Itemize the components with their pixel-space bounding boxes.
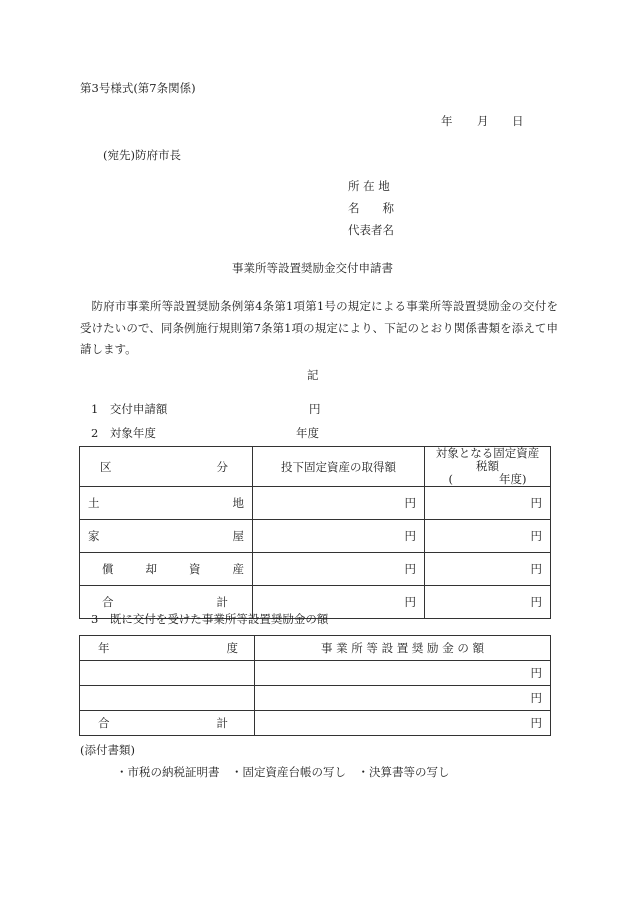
row-amount: 円 (255, 711, 551, 736)
addressee: (宛先)防府市長 (103, 148, 181, 162)
row-char: 土 (88, 496, 100, 510)
row-value-acquisition: 円 (253, 487, 425, 520)
item2-unit: 年度 (296, 426, 319, 440)
past-grant-table (79, 635, 551, 736)
body-text: 防府市事業所等設置奨励条例第4条第1項第1号の規定による事業所等設置奨励金の交付を受けたいので、同条例施行規則第7条第1項の規定により、下記のとおり関係書類を添えて申請します。 (80, 299, 558, 356)
item3-label: 3 既に交付を受けた事業所等設置奨励金の額 (91, 612, 329, 626)
header-year-b: 度 (226, 641, 238, 655)
row-year (80, 661, 255, 686)
row-year (80, 711, 255, 736)
header-tax-line1: 対象となる固定資産税額 (435, 446, 540, 473)
header-category (80, 447, 253, 487)
header-category-a: 区 (100, 459, 112, 474)
row-value-acquisition: 円 (253, 586, 425, 619)
row-category (80, 487, 253, 520)
item2-label: 2 対象年度 (91, 426, 156, 440)
total-char: 合 (98, 716, 110, 730)
date-year: 年 (441, 114, 453, 128)
attachments-list: ・市税の納税証明書 ・固定資産台帳の写し ・決算書等の写し (116, 765, 450, 779)
row-char: 計 (216, 595, 228, 609)
row-char: 償 (102, 562, 114, 576)
row-value-tax: 円 (425, 487, 551, 520)
row-char: 家 (88, 529, 100, 543)
row-char: 資 (189, 562, 201, 576)
date-day: 日 (512, 114, 524, 128)
header-tax (425, 447, 551, 487)
past-grant-header (80, 636, 551, 661)
row-value-acquisition: 円 (253, 553, 425, 586)
header-year-a: 年 (98, 641, 110, 655)
total-char: 計 (216, 716, 228, 730)
table-row (80, 661, 551, 686)
row-value-tax: 円 (425, 553, 551, 586)
table-row (80, 520, 551, 553)
applicant-name-label: 名 称 (348, 201, 394, 215)
table-row-total (80, 711, 551, 736)
applicant-address-label: 所 在 地 (348, 179, 390, 193)
ki-label: 記 (307, 368, 319, 382)
table-row (80, 487, 551, 520)
row-char: 地 (232, 496, 244, 510)
row-amount: 円 (255, 686, 551, 711)
item1-label: 1 交付申請額 (91, 402, 168, 416)
asset-table-header (80, 447, 551, 487)
item1-unit: 円 (309, 402, 321, 416)
header-year (80, 636, 255, 661)
document-title: 事業所等設置奨励金交付申請書 (232, 261, 393, 275)
row-category (80, 553, 253, 586)
table-row (80, 553, 551, 586)
asset-table (79, 446, 551, 619)
row-year (80, 686, 255, 711)
row-value-acquisition: 円 (253, 520, 425, 553)
applicant-rep-label: 代表者名 (348, 223, 394, 237)
row-value-tax: 円 (425, 520, 551, 553)
row-category (80, 520, 253, 553)
attachments-label: (添付書類) (80, 743, 135, 757)
row-char: 産 (232, 562, 244, 576)
row-char: 却 (145, 562, 157, 576)
date-month: 月 (477, 114, 489, 128)
form-id: 第3号様式(第7条関係) (80, 81, 196, 95)
header-tax-line2: ( 年度) (448, 472, 527, 486)
header-category-b: 分 (216, 459, 228, 474)
row-value-tax: 円 (425, 586, 551, 619)
row-char: 屋 (232, 529, 244, 543)
header-amount: 事 業 所 等 設 置 奨 励 金 の 額 (255, 636, 551, 661)
table-row (80, 686, 551, 711)
row-char: 合 (102, 595, 114, 609)
row-amount: 円 (255, 661, 551, 686)
header-acquisition: 投下固定資産の取得額 (253, 447, 425, 487)
